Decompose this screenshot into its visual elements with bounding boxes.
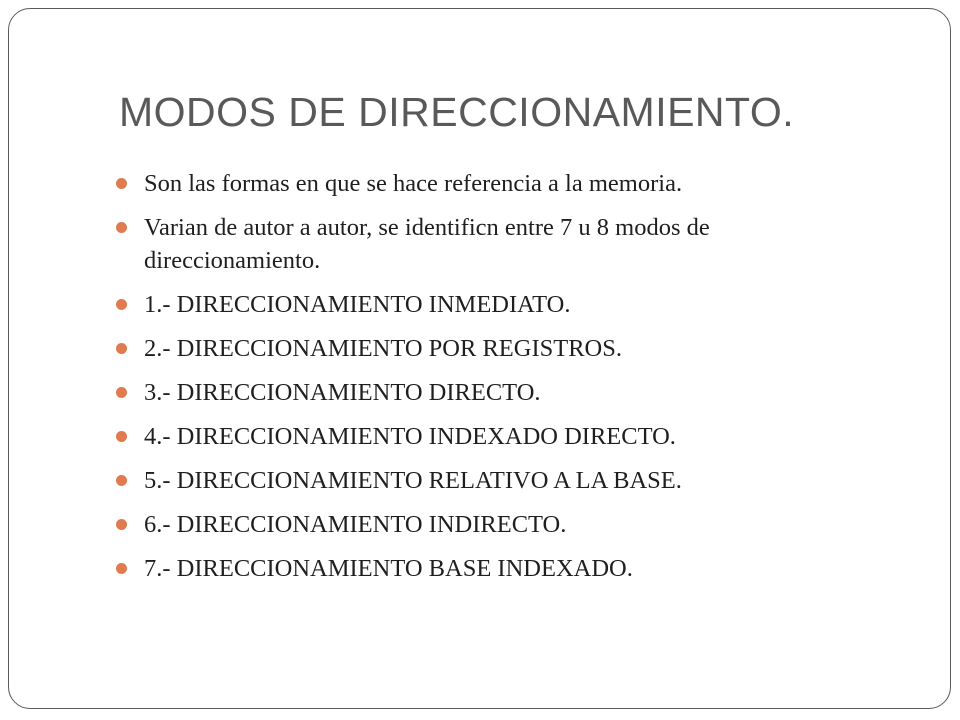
bullet-dot-icon <box>116 178 127 189</box>
bullet-text: 3.- DIRECCIONAMIENTO DIRECTO. <box>144 379 541 406</box>
bullet-item <box>115 167 885 200</box>
bullet-dot-icon <box>116 387 127 398</box>
bullet-dot-icon <box>116 563 127 574</box>
bullet-text: Son las formas en que se hace referencia a la memoria. <box>144 170 683 197</box>
bullet-text: 7.- DIRECCIONAMIENTO BASE INDEXADO. <box>144 555 633 582</box>
bullet-text: 5.- DIRECCIONAMIENTO RELATIVO A LA BASE. <box>144 467 682 494</box>
bullet-item <box>115 464 885 497</box>
bullet-item <box>115 332 885 365</box>
bullet-item <box>115 552 885 585</box>
slide-frame <box>8 8 951 709</box>
bullet-item <box>115 508 885 541</box>
bullet-text: 4.- DIRECCIONAMIENTO INDEXADO DIRECTO. <box>144 423 676 450</box>
bullet-item <box>115 211 885 277</box>
bullet-dot-icon <box>116 519 127 530</box>
bullet-dot-icon <box>116 475 127 486</box>
bullet-text: 6.- DIRECCIONAMIENTO INDIRECTO. <box>144 511 567 538</box>
slide-title: MODOS DE DIRECCIONAMIENTO. <box>119 89 795 135</box>
bullet-dot-icon <box>116 343 127 354</box>
bullet-item <box>115 288 885 321</box>
bullet-item <box>115 420 885 453</box>
bullet-dot-icon <box>116 431 127 442</box>
bullet-list <box>115 167 885 596</box>
bullet-text: 1.- DIRECCIONAMIENTO INMEDIATO. <box>144 291 571 318</box>
bullet-dot-icon <box>116 299 127 310</box>
bullet-text: 2.- DIRECCIONAMIENTO POR REGISTROS. <box>144 335 623 362</box>
bullet-text: Varian de autor a autor, se identificn entre 7 u 8 modos de direccionamiento. <box>144 214 710 274</box>
bullet-item <box>115 376 885 409</box>
bullet-dot-icon <box>116 222 127 233</box>
